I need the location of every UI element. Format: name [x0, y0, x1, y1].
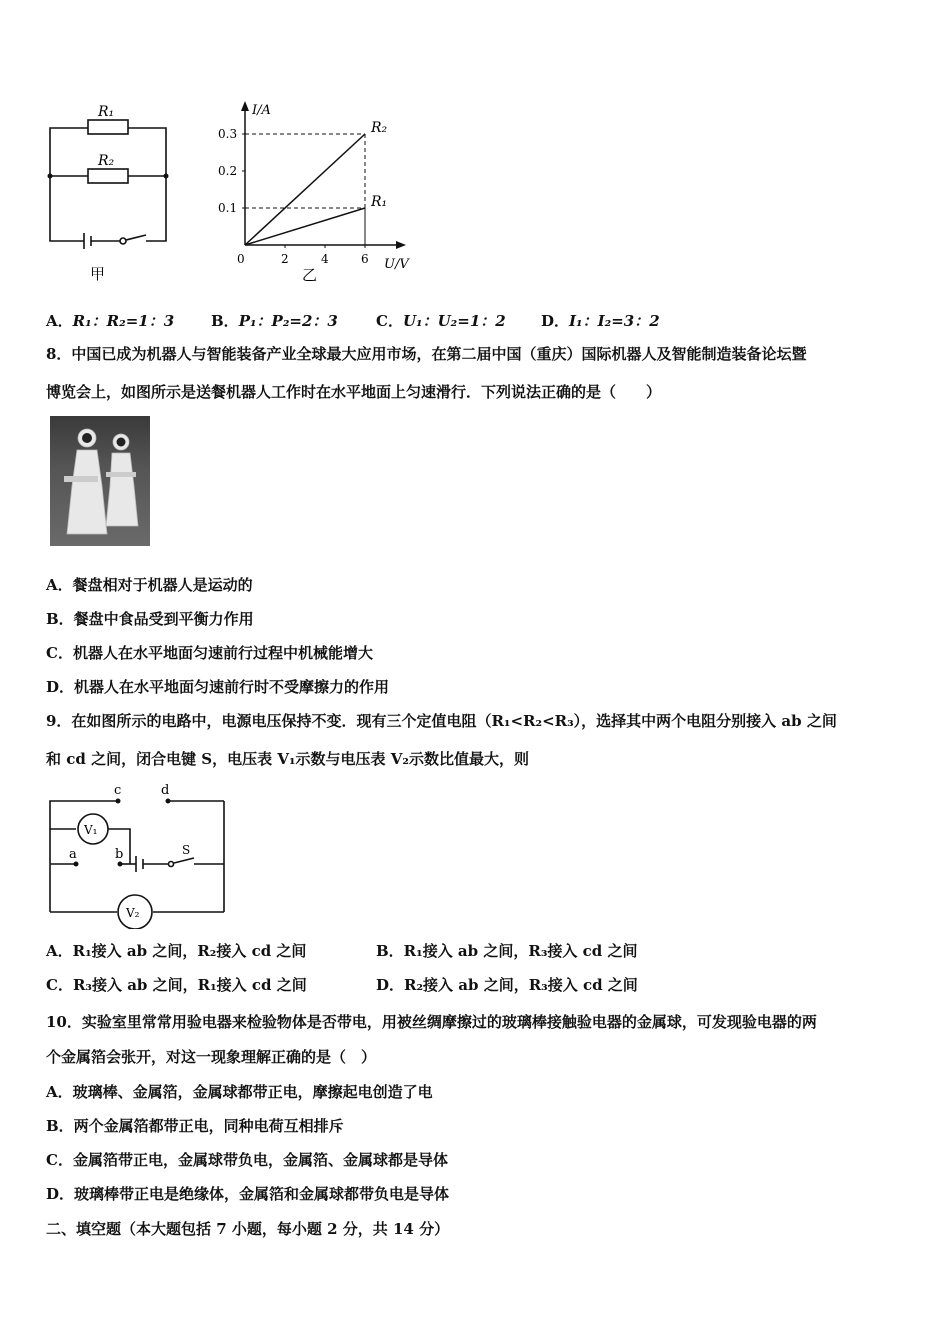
q8-option-d: D．机器人在水平地面匀速前行时不受摩擦力的作用: [46, 678, 390, 696]
terminal-c: c: [114, 784, 122, 798]
graph-caption: 乙: [302, 266, 318, 283]
q10-option-b: B．两个金属箔都带正电，同种电荷互相排斥: [46, 1117, 344, 1135]
series-label-r2: R₂: [371, 120, 388, 136]
robot-photo: [50, 416, 150, 546]
y-tick-label: 0.3: [218, 127, 238, 141]
q9-stem-line2: 和 cd 之间，闭合电键 S，电压表 V₁示数与电压表 V₂示数比值最大，则: [46, 750, 529, 768]
q9-option-b: B．R₁接入 ab 之间，R₃接入 cd 之间: [376, 942, 638, 960]
q9-option-a: A．R₁接入 ab 之间，R₂接入 cd 之间: [46, 942, 307, 960]
terminal-a: a: [69, 847, 77, 862]
q10-stem-line1: 10．实验室里常常用验电器来检验物体是否带电，用被丝绸摩擦过的玻璃棒接触验电器的金属球，可发现验电器的两: [46, 1013, 817, 1031]
voltmeter-v2-label: V₂: [126, 906, 140, 920]
q8-option-b: B．餐盘中食品受到平衡力作用: [46, 610, 254, 628]
q7-option-d: D．I₁：I₂=3：2: [541, 312, 660, 330]
q8-stem-line2: 博览会上，如图所示是送餐机器人工作时在水平地面上匀速滑行．下列说法正确的是（ ）: [46, 383, 662, 401]
q9-stem-line1: 9．在如图所示的电路中，电源电压保持不变．现有三个定值电阻（R₁<R₂<R₃），选择其中两个电阻分别接入 ab 之间: [46, 712, 837, 730]
q8-stem-line1: 8．中国已成为机器人与智能装备产业全球最大应用市场，在第二届中国（重庆）国际机器人及智能制造装备论坛暨: [46, 345, 807, 363]
q10-option-d: D．玻璃棒带正电是绝缘体，金属箔和金属球都带负电是导体: [46, 1185, 450, 1203]
r1-label: R₁: [98, 104, 115, 120]
terminal-b: b: [115, 847, 124, 862]
q7-option-a: A．R₁：R₂=1：3: [46, 312, 175, 330]
x-axis-label: U/V: [384, 257, 409, 272]
q10-option-c: C．金属箔带正电，金属球带负电，金属箔、金属球都是导体: [46, 1151, 448, 1169]
series-line-r2: [245, 134, 365, 245]
switch-label: S: [182, 843, 191, 857]
q7-option-c: C．U₁：U₂=1：2: [376, 312, 506, 330]
q7-option-b: B．P₁：P₂=2：3: [211, 312, 338, 330]
series-line-r1: [245, 208, 365, 245]
y-axis-label: I/A: [252, 103, 271, 118]
circuit-caption: 甲: [90, 265, 106, 283]
q8-option-c: C．机器人在水平地面匀速前行过程中机械能增大: [46, 644, 373, 662]
x-tick-label: 0: [237, 252, 245, 266]
series-label-r1: R₁: [371, 194, 388, 210]
x-tick-label: 6: [361, 252, 369, 266]
circuit-diagram-jia: [40, 96, 180, 286]
q9-circuit-diagram: [40, 784, 235, 929]
terminal-d: d: [161, 784, 170, 798]
q10-stem-line2: 个金属箔会张开，对这一现象理解正确的是（ ）: [46, 1048, 377, 1066]
q9-option-c: C．R₃接入 ab 之间，R₁接入 cd 之间: [46, 976, 307, 994]
y-tick-label: 0.1: [218, 201, 238, 215]
iu-graph-yi: [210, 98, 425, 283]
x-tick-label: 4: [321, 252, 329, 266]
r2-label: R₂: [98, 153, 115, 169]
voltmeter-v1-label: V₁: [84, 823, 98, 837]
y-tick-label: 0.2: [218, 164, 238, 178]
x-tick-label: 2: [281, 252, 289, 266]
q8-option-a: A．餐盘相对于机器人是运动的: [46, 576, 253, 594]
q10-option-a: A．玻璃棒、金属箔，金属球都带正电，摩擦起电创造了电: [46, 1083, 433, 1101]
q9-option-d: D．R₂接入 ab 之间，R₃接入 cd 之间: [376, 976, 638, 994]
section-heading: 二、填空题（本大题包括 7 小题，每小题 2 分，共 14 分）: [46, 1220, 450, 1238]
